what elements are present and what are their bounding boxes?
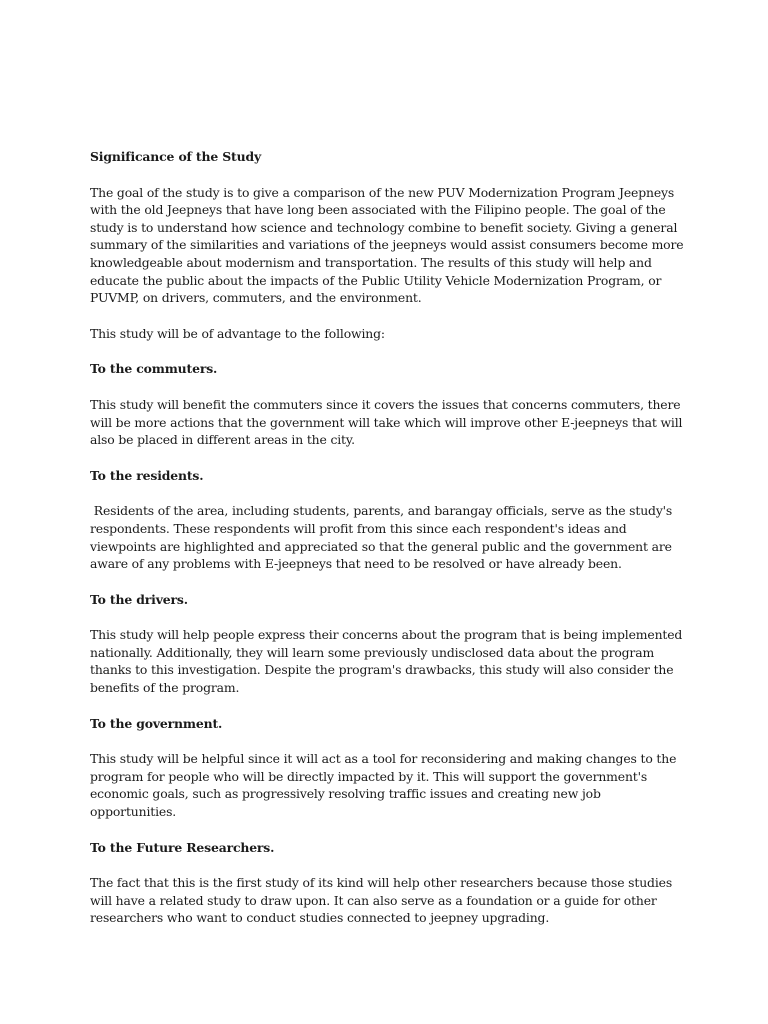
section-body-residents: Residents of the area, including students, parents, and barangay officials, serve as the study's respondents. These respondents will profit from this since each respondent's ideas and viewpoints are highlighted and appreciated so that the general public and the government are aware of any problems with E-jeepneys that need to be resolved or have already been. — [90, 503, 676, 572]
document-page — [90, 148, 690, 927]
document-title: Significance of the Study — [90, 149, 262, 164]
section-body-drivers: This study will help people express their concerns about the program that is being implemented nationally. Additionally, they will learn some previously undisclosed data about the program thanks to this investigation. Despite the program's drawbacks, this study will also consider the benefits of the program. — [90, 627, 683, 696]
section-heading-drivers: To the drivers. — [90, 591, 188, 607]
section-heading-residents: To the residents. — [90, 467, 204, 483]
section-heading-commuters: To the commuters. — [90, 361, 218, 377]
section-body-future-researchers: The fact that this is the first study of its kind will help other researchers because those studies will have a related study to draw upon. It can also serve as a foundation or a guide for other researchers who want to conduct studies connected to jeepney upgrading. — [90, 875, 673, 926]
section-body-commuters: This study will benefit the commuters since it covers the issues that concerns commuters, there will be more actions that the government will take which will improve other E-jeepneys that will also be placed in different areas in the city. — [90, 396, 683, 448]
section-heading-government: To the government. — [90, 715, 223, 731]
intro-paragraph: The goal of the study is to give a comparison of the new PUV Modernization Program Jeepneys with the old Jeepneys that have long been associated with the Filipino people. The goal of the study is to understand how science and technology combine to benefit society. Giving a general summary of the similarities and variations of the jeepneys would assist consumers become more knowledgeable about modernism and transportation. The results of this study will help and educate the public about the impacts of the Public Utility Vehicle Modernization Program, or PUVMP, on drivers, commuters, and the environment. — [90, 184, 684, 306]
lead-paragraph: This study will be of advantage to the following: — [90, 325, 385, 341]
section-body-government: This study will be helpful since it will act as a tool for reconsidering and making changes to the program for people who will be directly impacted by it. This will support the government's economic goals, such as progressively resolving traffic issues and creating new job opportunities. — [90, 751, 677, 820]
section-heading-future-researchers: To the Future Researchers. — [90, 839, 275, 855]
